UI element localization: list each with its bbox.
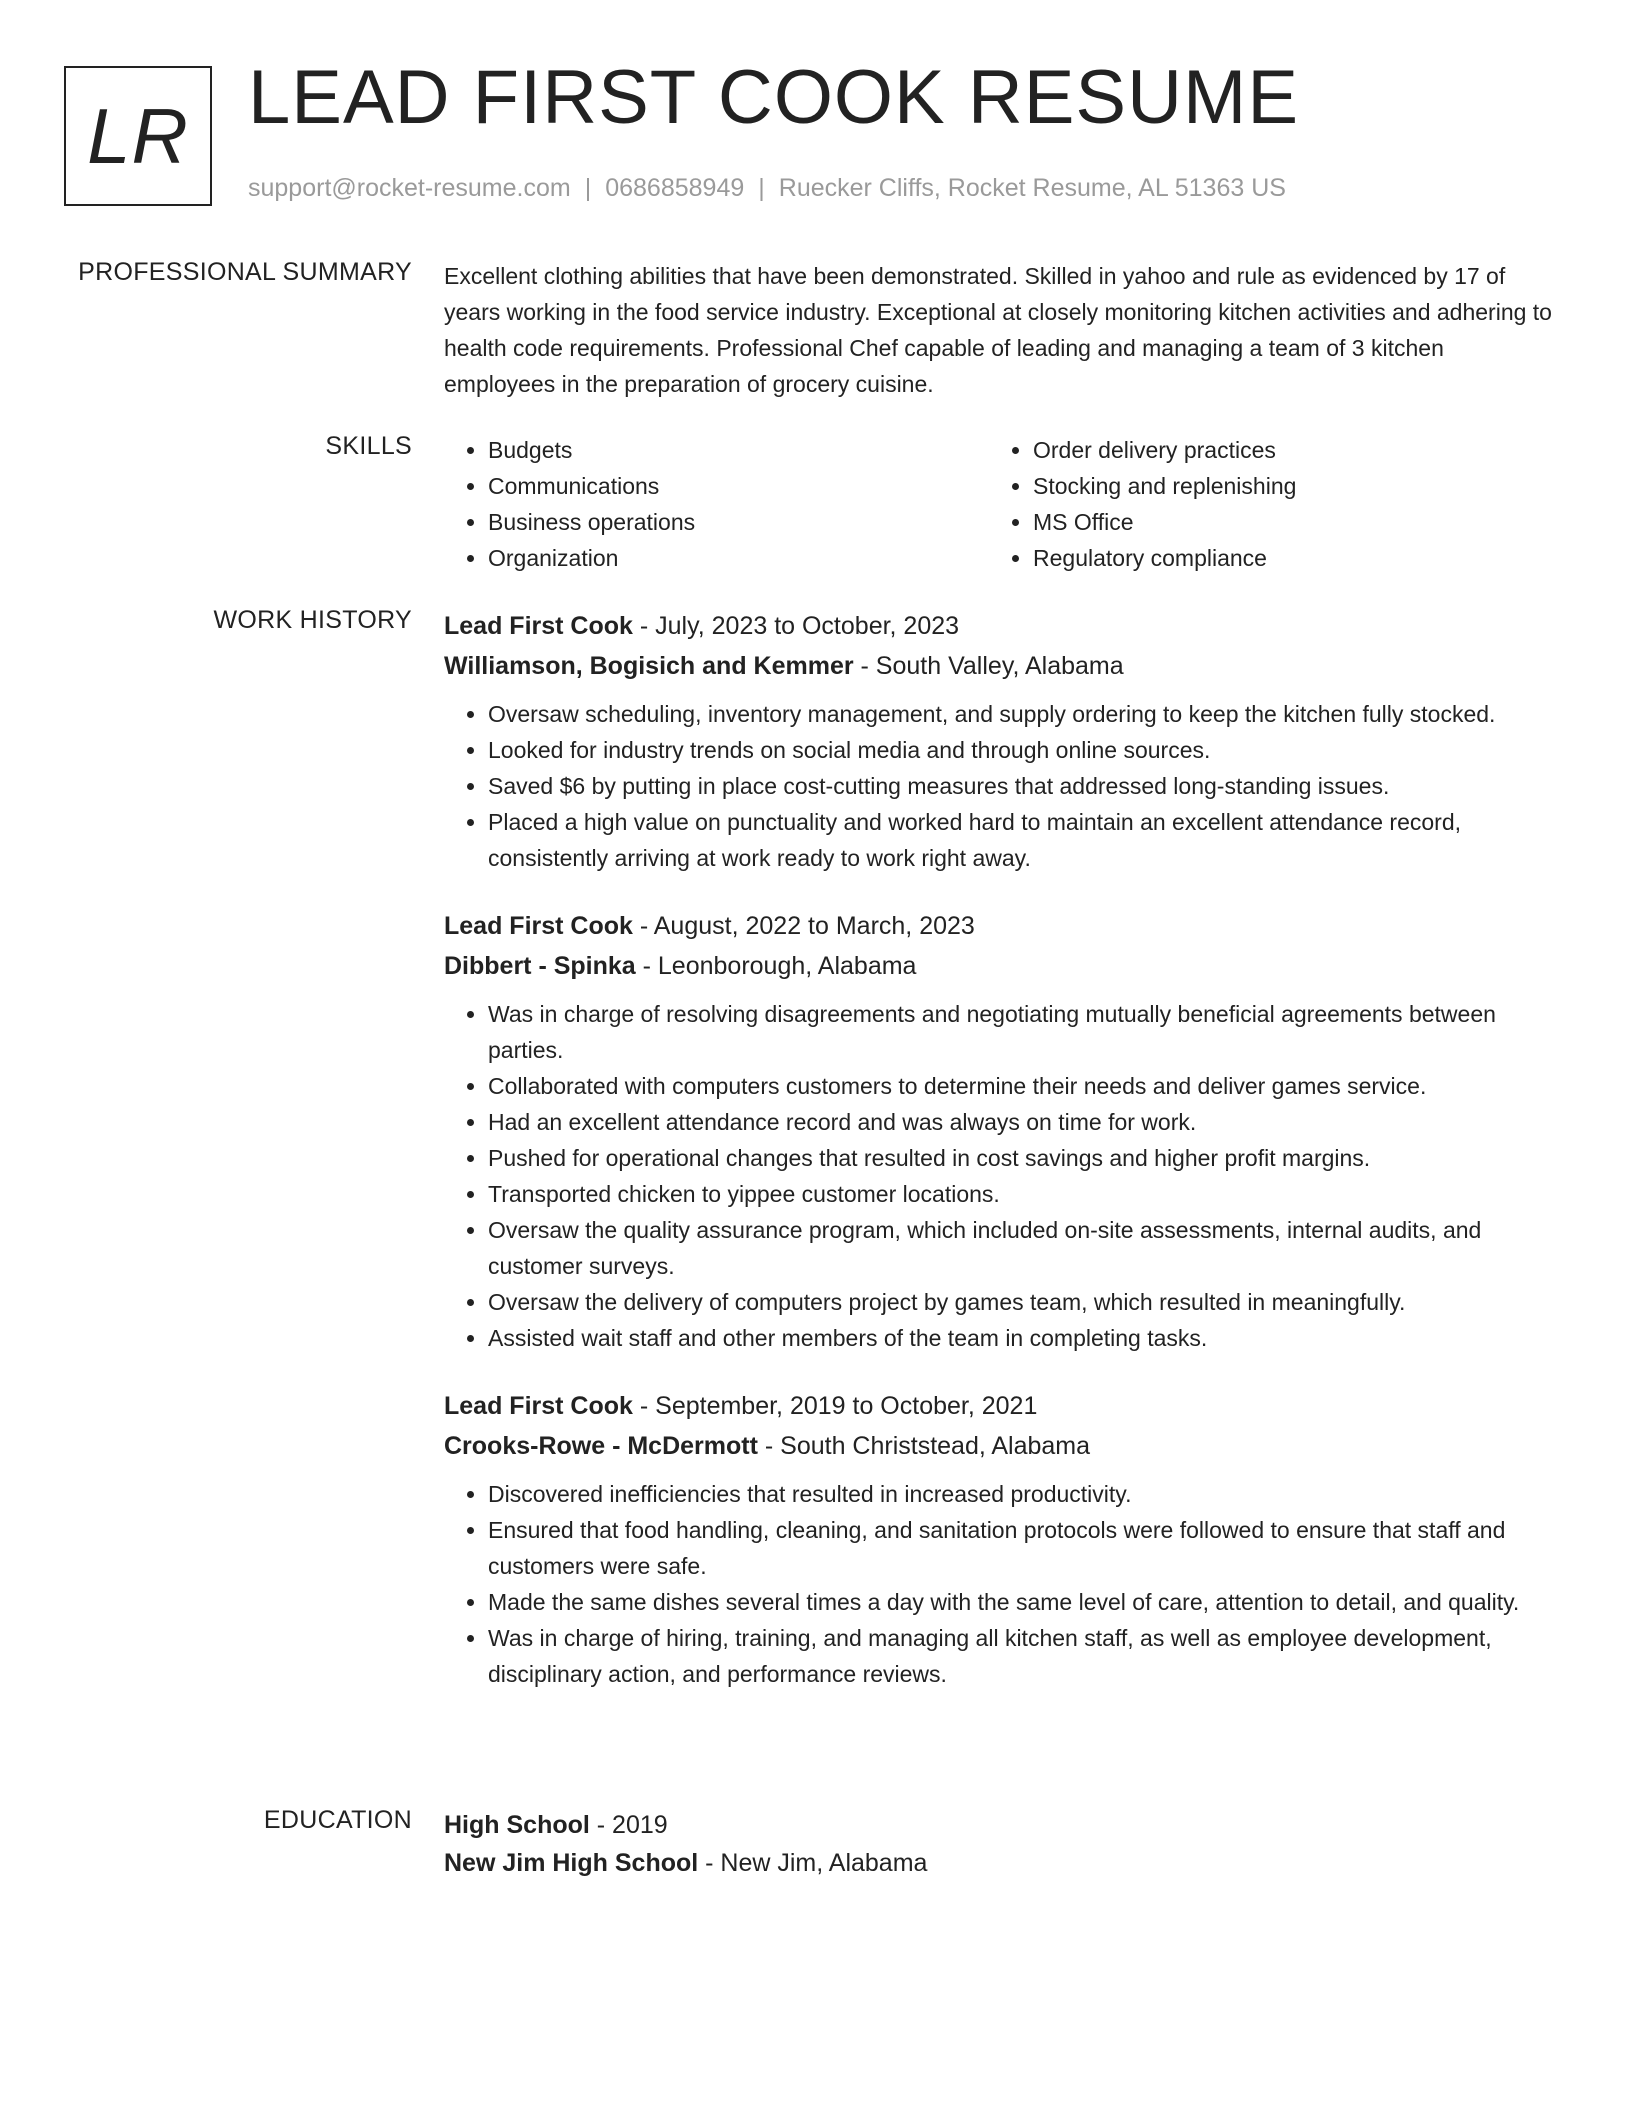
contact-email: support@rocket-resume.com xyxy=(248,174,571,202)
skill-item: • Regulatory compliance xyxy=(1033,540,1534,576)
education-degree-line xyxy=(444,1806,1560,1844)
job-company: Williamson, Bogisich and Kemmer xyxy=(444,652,854,680)
job-title-line xyxy=(444,1386,1560,1426)
skill-item: • Budgets xyxy=(488,432,989,468)
job-title-line xyxy=(444,606,1560,646)
job-bullet: • Was in charge of resolving disagreements and negotiating mutually beneficial agreements between parties. xyxy=(488,996,1560,1068)
skills-list-right xyxy=(989,432,1534,576)
job-location: - Leonborough, Alabama xyxy=(635,952,917,980)
job-bullet: • Had an excellent attendance record and was always on time for work. xyxy=(488,1104,1560,1140)
work-history-body xyxy=(444,606,1560,1722)
job-title: Lead First Cook xyxy=(444,1392,633,1420)
contact-separator: | xyxy=(758,174,765,202)
job-dates: - July, 2023 to October, 2023 xyxy=(632,612,960,640)
job-entry xyxy=(444,606,1560,876)
contact-address: Ruecker Cliffs, Rocket Resume, AL 51363 US xyxy=(778,174,1286,202)
job-bullet: • Placed a high value on punctuality and worked hard to maintain an excellent attendance record, consistently arriving at work ready to work right away. xyxy=(488,804,1560,876)
job-bullet: • Transported chicken to yippee customer locations. xyxy=(488,1176,1560,1212)
skill-item: • Communications xyxy=(488,468,989,504)
job-bullet: • Oversaw the quality assurance program, which included on-site assessments, internal audits, and customer surveys. xyxy=(488,1212,1560,1284)
job-company: Crooks-Rowe - McDermott xyxy=(444,1432,758,1460)
job-bullet: • Looked for industry trends on social media and through online sources. xyxy=(488,732,1560,768)
education-label: EDUCATION xyxy=(263,1806,412,1834)
contact-separator: | xyxy=(584,174,592,202)
education-location: - New Jim, Alabama xyxy=(698,1849,928,1877)
job-bullet: • Was in charge of hiring, training, and managing all kitchen staff, as well as employee development, disciplinary action, and performance reviews. xyxy=(488,1620,1560,1692)
summary-label: PROFESSIONAL SUMMARY xyxy=(78,258,412,286)
job-company-line xyxy=(444,1426,1560,1466)
job-bullets xyxy=(444,696,1560,876)
skill-item: • Order delivery practices xyxy=(1033,432,1534,468)
job-entry xyxy=(444,906,1560,1356)
summary-body xyxy=(444,258,1560,402)
job-company-line xyxy=(444,646,1560,686)
skill-item: • Organization xyxy=(488,540,989,576)
education-year: - 2019 xyxy=(589,1811,668,1839)
skill-item: • Business operations xyxy=(488,504,989,540)
education-school-line xyxy=(444,1844,1560,1882)
job-company-line xyxy=(444,946,1560,986)
job-bullet: • Pushed for operational changes that resulted in cost savings and higher profit margins. xyxy=(488,1140,1560,1176)
education-degree: High School xyxy=(444,1811,590,1839)
contact-phone: 0686858949 xyxy=(605,174,745,202)
job-bullet: • Collaborated with computers customers to determine their needs and deliver games service. xyxy=(488,1068,1560,1104)
job-bullet: • Ensured that food handling, cleaning, and sanitation protocols were followed to ensure that staff and customers were safe. xyxy=(488,1512,1560,1584)
skills-label: SKILLS xyxy=(325,432,412,460)
job-title: Lead First Cook xyxy=(444,912,633,940)
monogram-logo: LR xyxy=(64,66,212,206)
job-bullet: • Oversaw scheduling, inventory management, and supply ordering to keep the kitchen fully stocked. xyxy=(488,696,1560,732)
job-title-line xyxy=(444,906,1560,946)
job-bullets xyxy=(444,996,1560,1356)
skills-body xyxy=(444,432,1560,576)
job-location: - South Valley, Alabama xyxy=(853,652,1124,680)
contact-line xyxy=(248,174,1286,203)
job-bullets xyxy=(444,1476,1560,1692)
education-school: New Jim High School xyxy=(444,1849,699,1877)
education-body xyxy=(444,1806,1560,1882)
job-bullet: • Discovered inefficiencies that resulted in increased productivity. xyxy=(488,1476,1560,1512)
resume-title: LEAD FIRST COOK RESUME xyxy=(248,55,1300,140)
summary-text: Excellent clothing abilities that have been demonstrated. Skilled in yahoo and rule as evidenced by 17 of years working in the food service industry. Exceptional at closely monitoring kitchen activities and adhering to health code requirements. Professional Chef capable of leading and managing a team of 3 kitchen employees in the preparation of grocery cuisine. xyxy=(444,263,1552,397)
job-title: Lead First Cook xyxy=(444,612,633,640)
job-bullet: • Made the same dishes several times a day with the same level of care, attention to detail, and quality. xyxy=(488,1584,1560,1620)
job-dates: - August, 2022 to March, 2023 xyxy=(632,912,975,940)
work-history-label: WORK HISTORY xyxy=(213,606,412,634)
job-bullet: • Saved $6 by putting in place cost-cutting measures that addressed long-standing issues. xyxy=(488,768,1560,804)
job-entry xyxy=(444,1386,1560,1692)
job-company: Dibbert - Spinka xyxy=(444,952,636,980)
job-bullet: • Oversaw the delivery of computers project by games team, which resulted in meaningfully. xyxy=(488,1284,1560,1320)
skills-list-left xyxy=(444,432,989,576)
skill-item: • Stocking and replenishing xyxy=(1033,468,1534,504)
job-dates: - September, 2019 to October, 2021 xyxy=(632,1392,1038,1420)
job-location: - South Christstead, Alabama xyxy=(757,1432,1091,1460)
job-bullet: • Assisted wait staff and other members of the team in completing tasks. xyxy=(488,1320,1560,1356)
skill-item: • MS Office xyxy=(1033,504,1534,540)
